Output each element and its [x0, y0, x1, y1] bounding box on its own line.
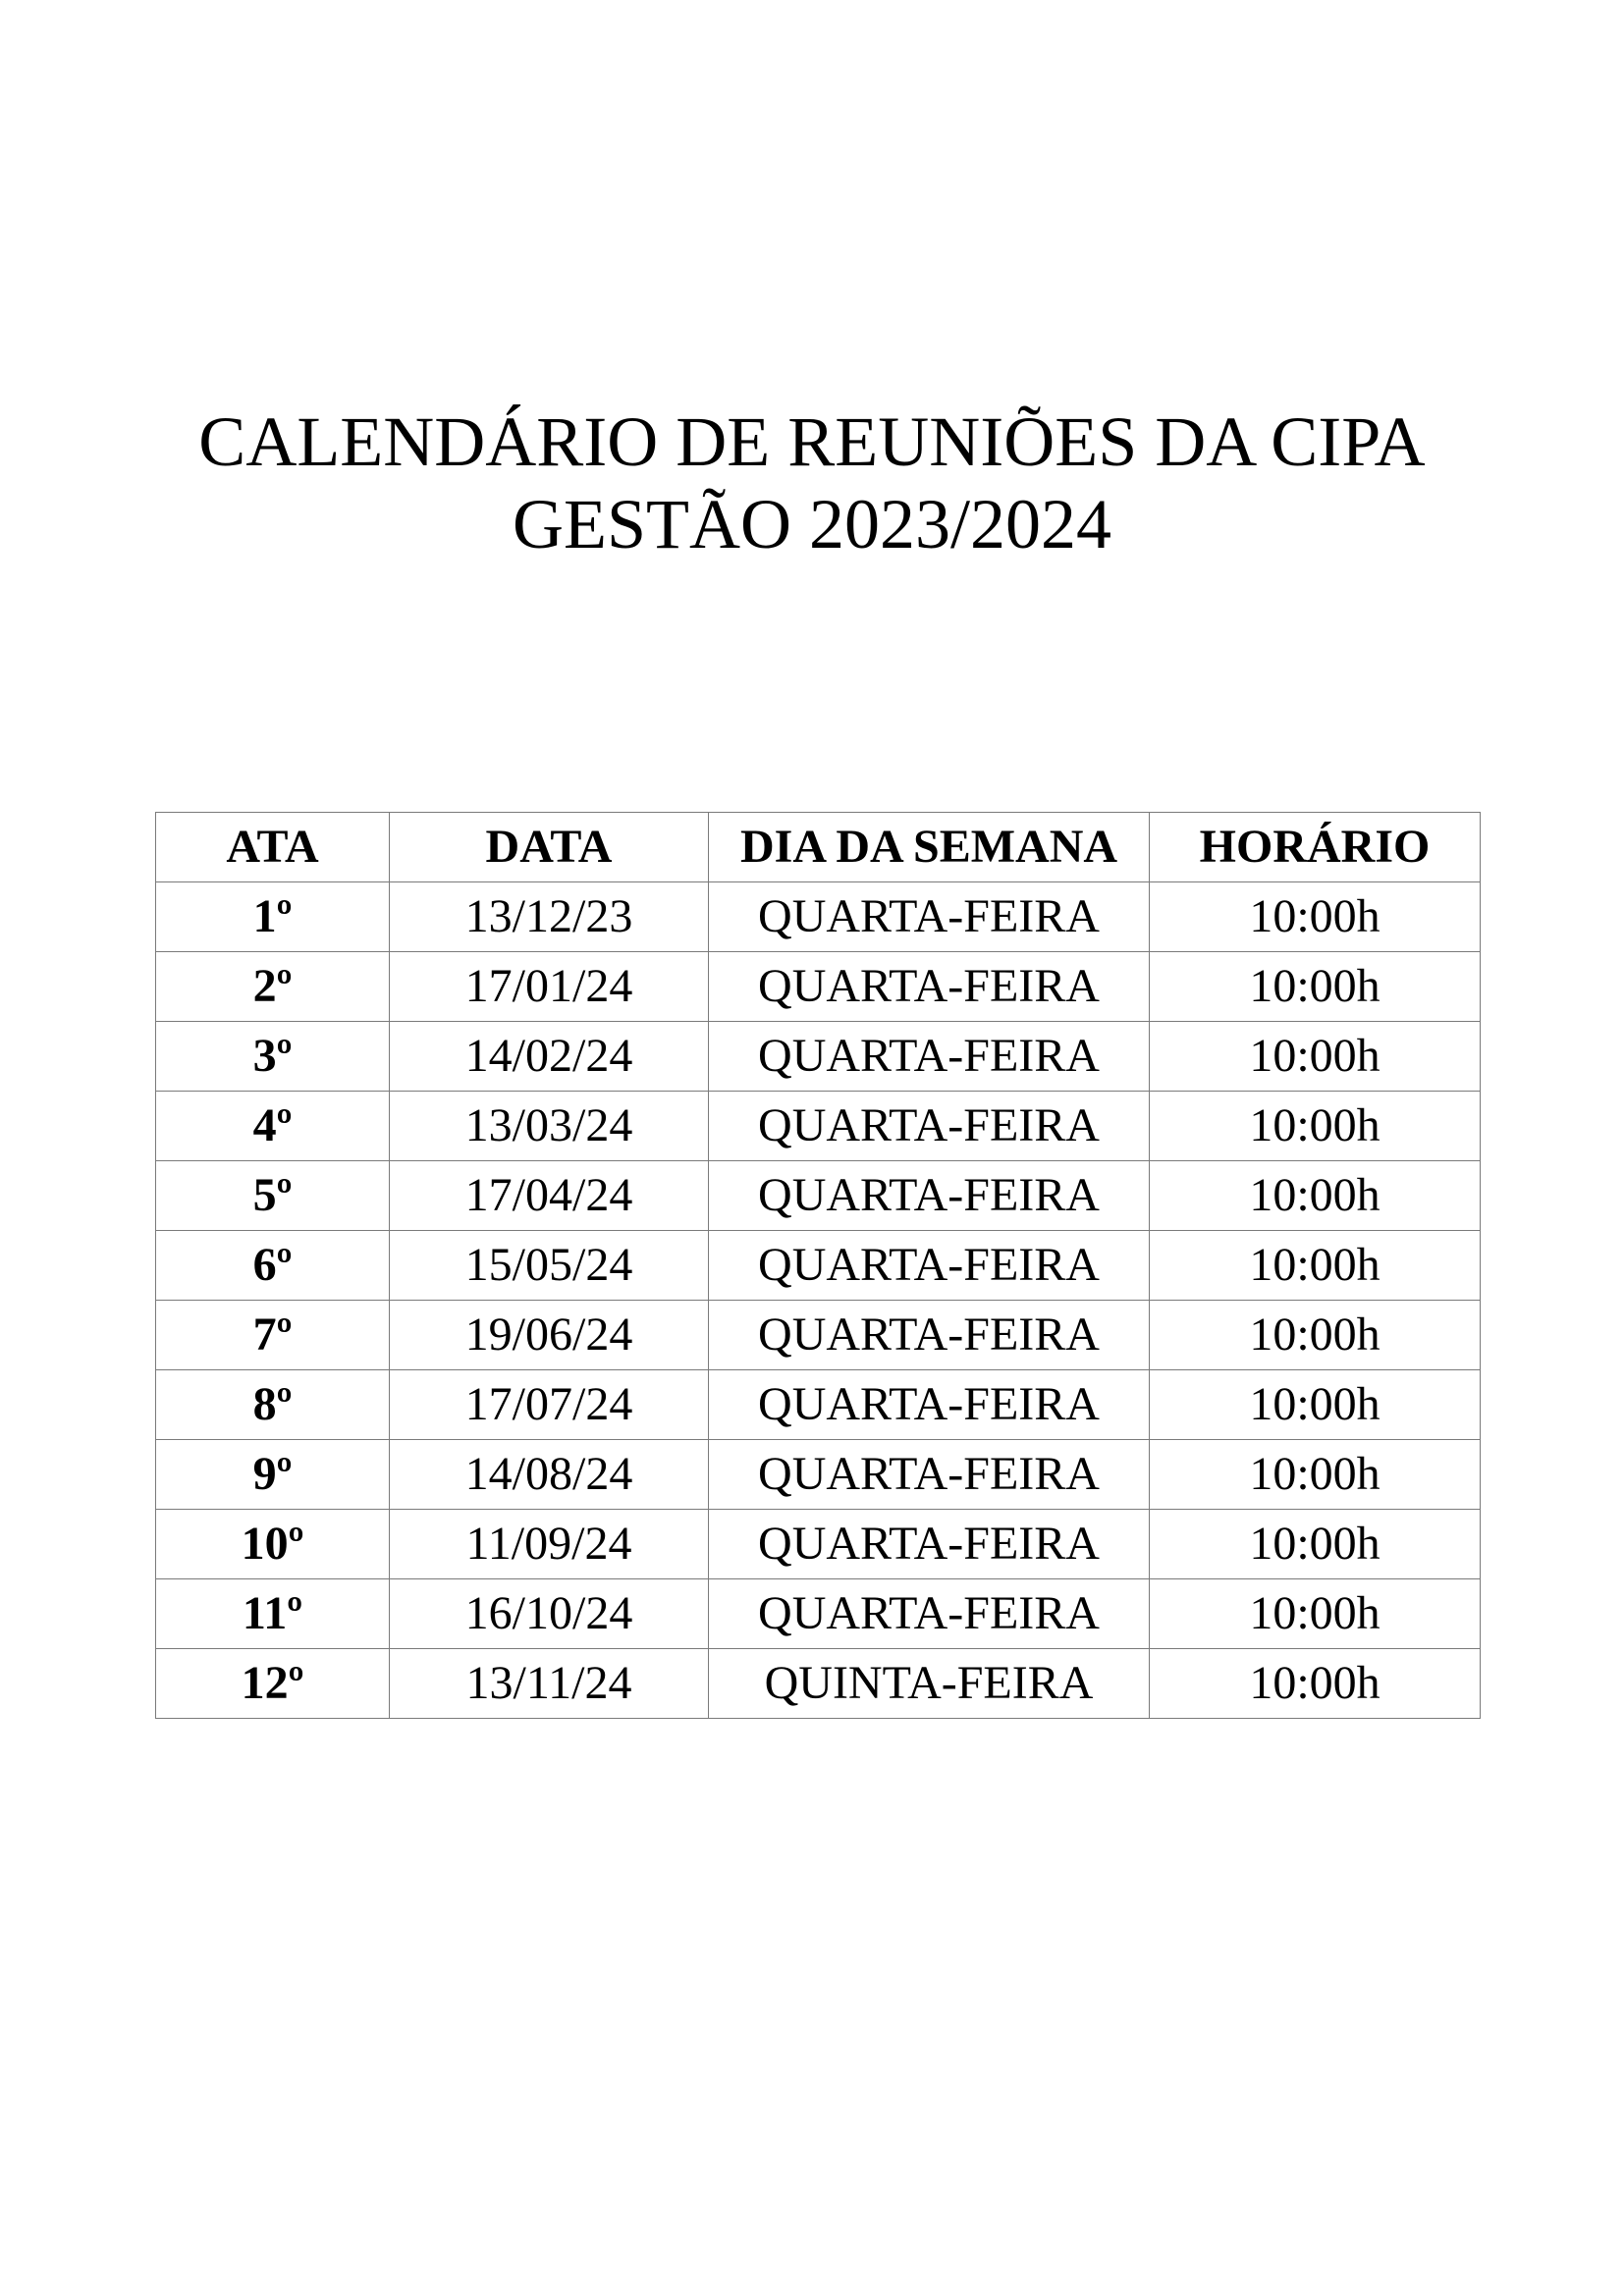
- weekday-cell: QUARTA-FEIRA: [709, 1440, 1150, 1510]
- date-cell: 13/03/24: [390, 1092, 709, 1161]
- column-header-data: DATA: [390, 813, 709, 882]
- date-cell: 11/09/24: [390, 1510, 709, 1579]
- table-row: [156, 1370, 1481, 1440]
- table-row: [156, 882, 1481, 952]
- weekday-cell: QUARTA-FEIRA: [709, 1022, 1150, 1092]
- date-cell: 17/01/24: [390, 952, 709, 1022]
- date-cell: 19/06/24: [390, 1301, 709, 1370]
- weekday-cell: QUARTA-FEIRA: [709, 1161, 1150, 1231]
- date-cell: 14/02/24: [390, 1022, 709, 1092]
- ata-cell: 12º: [156, 1649, 390, 1719]
- table-row: [156, 1579, 1481, 1649]
- ata-cell: 8º: [156, 1370, 390, 1440]
- date-cell: 14/08/24: [390, 1440, 709, 1510]
- ata-cell: 2º: [156, 952, 390, 1022]
- column-header-ata: ATA: [156, 813, 390, 882]
- date-cell: 17/07/24: [390, 1370, 709, 1440]
- date-cell: 16/10/24: [390, 1579, 709, 1649]
- weekday-cell: QUARTA-FEIRA: [709, 1510, 1150, 1579]
- date-cell: 13/12/23: [390, 882, 709, 952]
- table-row: [156, 952, 1481, 1022]
- time-cell: 10:00h: [1150, 1649, 1481, 1719]
- time-cell: 10:00h: [1150, 1022, 1481, 1092]
- date-cell: 13/11/24: [390, 1649, 709, 1719]
- ata-cell: 11º: [156, 1579, 390, 1649]
- table-row: [156, 1510, 1481, 1579]
- column-header-dia-da-semana: DIA DA SEMANA: [709, 813, 1150, 882]
- title-line-1: CALENDÁRIO DE REUNIÕES DA CIPA: [198, 402, 1426, 481]
- time-cell: 10:00h: [1150, 1301, 1481, 1370]
- table-row: [156, 1231, 1481, 1301]
- weekday-cell: QUARTA-FEIRA: [709, 1092, 1150, 1161]
- ata-cell: 7º: [156, 1301, 390, 1370]
- time-cell: 10:00h: [1150, 1161, 1481, 1231]
- time-cell: 10:00h: [1150, 1440, 1481, 1510]
- table-row: [156, 1440, 1481, 1510]
- ata-cell: 3º: [156, 1022, 390, 1092]
- ata-cell: 1º: [156, 882, 390, 952]
- weekday-cell: QUARTA-FEIRA: [709, 882, 1150, 952]
- ata-cell: 9º: [156, 1440, 390, 1510]
- ata-cell: 5º: [156, 1161, 390, 1231]
- time-cell: 10:00h: [1150, 1231, 1481, 1301]
- weekday-cell: QUINTA-FEIRA: [709, 1649, 1150, 1719]
- table-header-row: [156, 813, 1481, 882]
- ata-cell: 10º: [156, 1510, 390, 1579]
- date-cell: 17/04/24: [390, 1161, 709, 1231]
- page-title: [0, 400, 1624, 565]
- weekday-cell: QUARTA-FEIRA: [709, 1370, 1150, 1440]
- table-row: [156, 1301, 1481, 1370]
- weekday-cell: QUARTA-FEIRA: [709, 1579, 1150, 1649]
- title-line-2: GESTÃO 2023/2024: [513, 485, 1111, 563]
- time-cell: 10:00h: [1150, 1579, 1481, 1649]
- time-cell: 10:00h: [1150, 1370, 1481, 1440]
- table-row: [156, 1649, 1481, 1719]
- table-row: [156, 1022, 1481, 1092]
- time-cell: 10:00h: [1150, 952, 1481, 1022]
- time-cell: 10:00h: [1150, 1092, 1481, 1161]
- column-header-horario: HORÁRIO: [1150, 813, 1481, 882]
- ata-cell: 4º: [156, 1092, 390, 1161]
- meeting-calendar-table: [155, 812, 1481, 1719]
- weekday-cell: QUARTA-FEIRA: [709, 1301, 1150, 1370]
- date-cell: 15/05/24: [390, 1231, 709, 1301]
- time-cell: 10:00h: [1150, 882, 1481, 952]
- weekday-cell: QUARTA-FEIRA: [709, 952, 1150, 1022]
- table-row: [156, 1092, 1481, 1161]
- time-cell: 10:00h: [1150, 1510, 1481, 1579]
- ata-cell: 6º: [156, 1231, 390, 1301]
- table-row: [156, 1161, 1481, 1231]
- weekday-cell: QUARTA-FEIRA: [709, 1231, 1150, 1301]
